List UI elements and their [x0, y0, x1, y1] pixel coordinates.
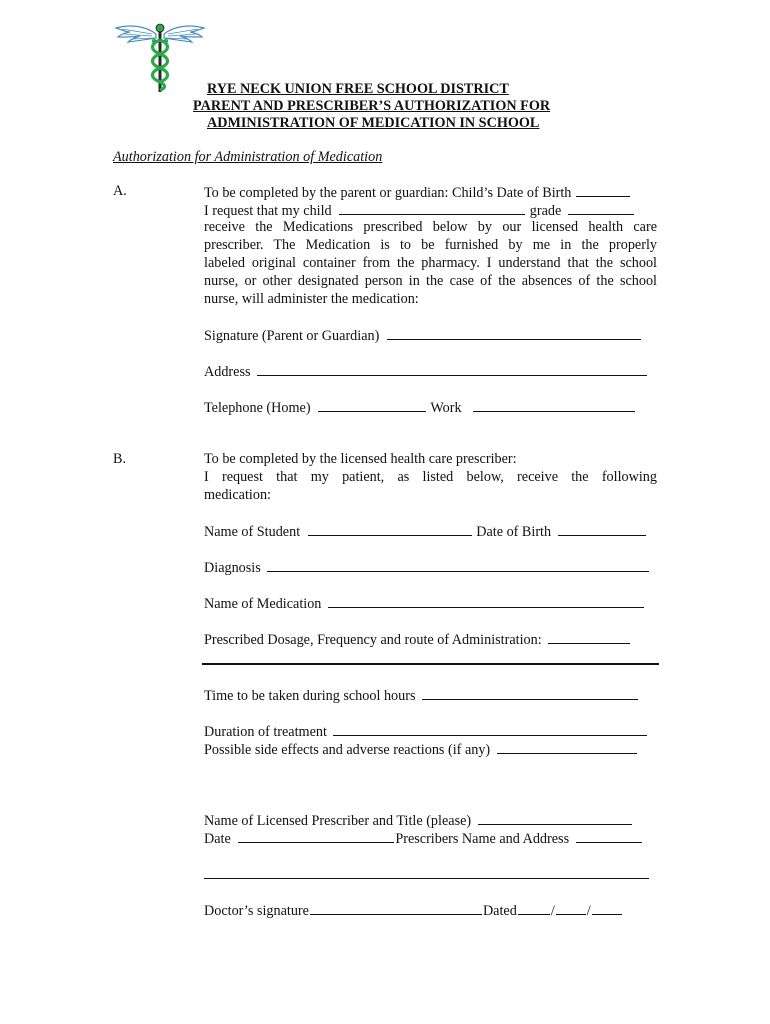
prescriber-address-field[interactable] — [576, 828, 642, 843]
parent-signature-label: Signature (Parent or Guardian) — [204, 328, 380, 344]
time-row — [204, 685, 657, 703]
diagnosis-label: Diagnosis — [204, 560, 261, 576]
paragraph-line: nurse, or other designated person in the case of the absences of the school — [204, 273, 657, 289]
student-row — [204, 521, 657, 539]
date-slash: / — [586, 903, 591, 919]
prescriber-intro-text: To be completed by the licensed health care prescriber: — [204, 451, 517, 467]
duration-label: Duration of treatment — [204, 724, 327, 740]
prescriber-label: Name of Licensed Prescriber and Title (please) — [204, 813, 472, 829]
part-b-letter: B. — [113, 451, 127, 467]
medication-field[interactable] — [328, 593, 644, 608]
duration-field[interactable] — [333, 721, 647, 736]
part-a-letter: A. — [113, 183, 127, 199]
paragraph-line: labeled original container from the pharmacy. I understand that the school — [204, 255, 657, 271]
date-label: Date — [204, 831, 231, 847]
date-address-row — [204, 828, 657, 846]
dated-year-field[interactable] — [592, 900, 622, 915]
address-row — [204, 361, 657, 379]
parent-signature-row — [204, 325, 657, 343]
doctor-signature-row — [204, 900, 657, 918]
doctor-signature-field[interactable] — [310, 900, 482, 915]
parent-intro-text: To be completed by the parent or guardian: Child’s Date of Birth — [204, 185, 572, 201]
dosage-row — [204, 629, 657, 647]
dated-day-field[interactable] — [556, 900, 586, 915]
paragraph-line: receive the Medications prescribed below by our licensed health care — [204, 219, 657, 235]
dated-label: Dated — [482, 903, 517, 919]
student-dob-field[interactable] — [558, 521, 646, 536]
time-field[interactable] — [422, 685, 638, 700]
diagnosis-row — [204, 557, 657, 575]
dosage-continuation-line[interactable] — [202, 663, 659, 665]
part-a-paragraph — [204, 182, 657, 308]
grade-text: grade — [529, 203, 562, 219]
prescriber-address-label: Prescribers Name and Address — [395, 831, 570, 847]
side-effects-field[interactable] — [497, 739, 637, 754]
section-title: Authorization for Administration of Medication — [113, 149, 383, 165]
date-field[interactable] — [238, 828, 394, 843]
parent-signature-field[interactable] — [387, 325, 641, 340]
request-child-text: I request that my child — [204, 203, 332, 219]
telephone-home-label: Telephone (Home) — [204, 400, 311, 416]
medication-row — [204, 593, 657, 611]
dated-month-field[interactable] — [518, 900, 550, 915]
address-label: Address — [204, 364, 251, 380]
paragraph-line: nurse, will administer the medication: — [204, 291, 419, 307]
form-title-line2: ADMINISTRATION OF MEDICATION IN SCHOOL — [207, 115, 540, 131]
address-field[interactable] — [257, 361, 647, 376]
prescriber-field[interactable] — [478, 810, 632, 825]
paragraph-line: prescriber. The Medication is to be furnished by me in the properly — [204, 237, 657, 253]
side-effects-row — [204, 739, 657, 757]
caduceus-logo-icon — [112, 20, 208, 94]
dosage-label: Prescribed Dosage, Frequency and route of Administration: — [204, 632, 542, 648]
student-name-label: Name of Student — [204, 524, 301, 540]
district-name: RYE NECK UNION FREE SCHOOL DISTRICT — [207, 81, 509, 97]
prescriber-request-text-end: medication: — [204, 487, 271, 503]
dosage-field[interactable] — [548, 629, 630, 644]
doctor-signature-label: Doctor’s signature — [204, 903, 309, 919]
child-name-blank[interactable] — [339, 200, 525, 215]
prescriber-request-text: I request that my patient, as listed below, receive the following — [204, 469, 657, 485]
student-name-field[interactable] — [308, 521, 472, 536]
prescriber-row — [204, 810, 657, 828]
child-dob-blank[interactable] — [576, 182, 630, 197]
telephone-row — [204, 397, 657, 415]
telephone-home-field[interactable] — [318, 397, 426, 412]
side-effects-label: Possible side effects and adverse reactions (if any) — [204, 742, 491, 758]
duration-row — [204, 721, 657, 739]
time-label: Time to be taken during school hours — [204, 688, 416, 704]
form-title-line1: PARENT AND PRESCRIBER’S AUTHORIZATION FOR — [193, 98, 551, 114]
part-b-intro — [204, 450, 657, 504]
prescriber-address-continuation-line[interactable] — [204, 878, 649, 879]
medication-label: Name of Medication — [204, 596, 322, 612]
student-dob-label: Date of Birth — [476, 524, 552, 540]
date-slash: / — [550, 903, 555, 919]
diagnosis-field[interactable] — [267, 557, 649, 572]
work-label: Work — [430, 400, 462, 416]
grade-blank[interactable] — [568, 200, 634, 215]
telephone-work-field[interactable] — [473, 397, 635, 412]
